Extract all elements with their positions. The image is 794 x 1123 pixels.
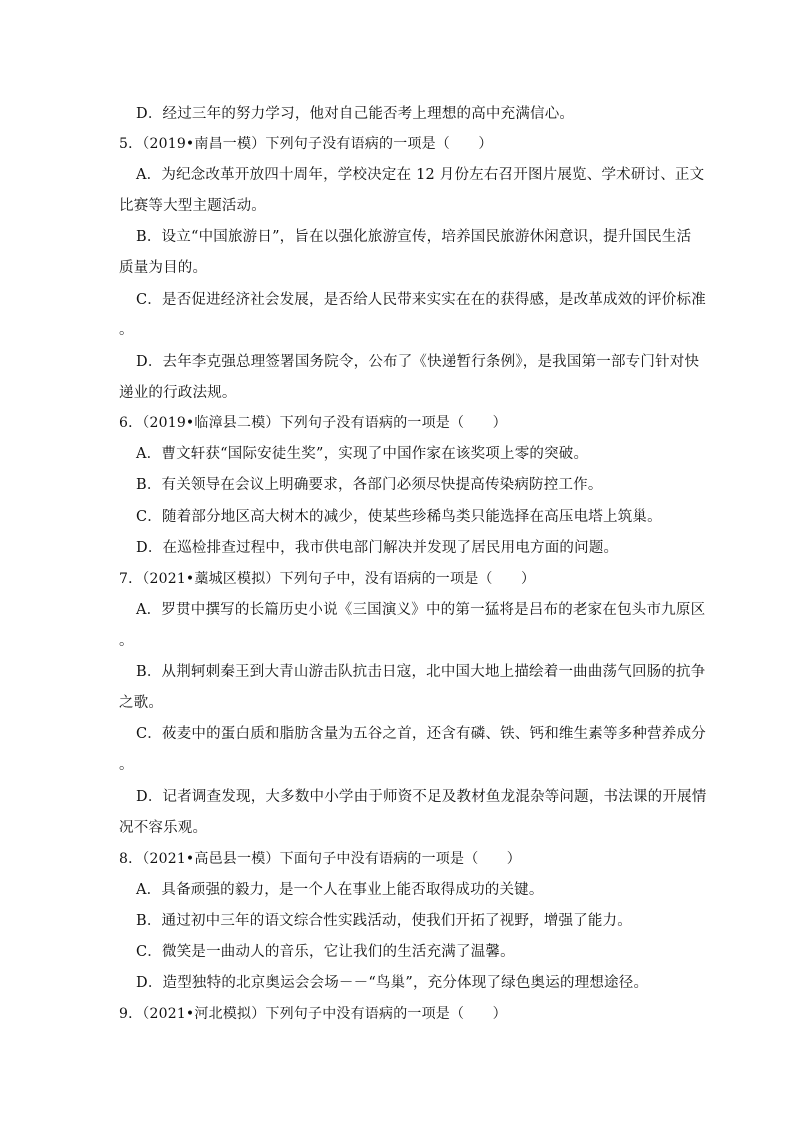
q5-option-c-cont: 。 bbox=[119, 322, 134, 338]
q7-option-c: C．莜麦中的蛋白质和脂肪含量为五谷之首，还含有磷、铁、钙和维生素等多种营养成分 bbox=[136, 726, 706, 742]
q7-heading: 7．（2021•藁城区模拟）下列句子中，没有语病的一项是（ ） bbox=[119, 571, 536, 587]
q7-option-b-cont: 之歌。 bbox=[119, 695, 164, 711]
q5-option-a-cont: 比赛等大型主题活动。 bbox=[119, 198, 266, 214]
q6-option-b: B．有关领导在会议上明确要求，各部门必须尽快提高传染病防控工作。 bbox=[136, 477, 603, 493]
q7-option-b: B．从荆轲刺秦王到大青山游击队抗击日寇，北中国大地上描绘着一曲曲荡气回肠的抗争 bbox=[136, 664, 706, 680]
q5-option-a: A．为纪念改革开放四十周年，学校决定在 12 月份左右召开图片展览、学术研讨、正文 bbox=[136, 167, 705, 183]
q5-option-d-cont: 递业的行政法规。 bbox=[119, 385, 237, 401]
q6-option-c: C．随着部分地区高大树木的减少，使某些珍稀鸟类只能选择在高压电塔上筑巢。 bbox=[136, 509, 662, 525]
q7-option-d-cont: 况不容乐观。 bbox=[119, 820, 208, 836]
q7-option-a-cont: 。 bbox=[119, 633, 134, 649]
q6-option-d: D．在巡检排查过程中，我市供电部门解决并发现了居民用电方面的问题。 bbox=[136, 540, 619, 556]
q6-option-a: A．曹文轩获“国际安徒生奖”，实现了中国作家在该奖项上零的突破。 bbox=[136, 446, 589, 462]
q7-option-d: D．记者调查发现，大多数中小学由于师资不足及教材鱼龙混杂等问题，书法课的开展情 bbox=[136, 789, 707, 805]
q8-option-a: A．具备顽强的毅力，是一个人在事业上能否取得成功的关键。 bbox=[136, 882, 544, 898]
q5-heading: 5．（2019•南昌一模）下列句子没有语病的一项是（ ） bbox=[119, 136, 493, 152]
q4-option-d: D．经过三年的努力学习，他对自己能否考上理想的高中充满信心。 bbox=[136, 106, 575, 122]
q8-option-d: D．造型独特的北京奥运会会场－－“鸟巢”，充分体现了绿色奥运的理想途径。 bbox=[136, 975, 649, 991]
q5-option-d: D．去年李克强总理签署国务院令，公布了《快递暂行条例》，是我国第一部专门针对快 bbox=[136, 354, 700, 370]
q5-option-c: C．是否促进经济社会发展，是否给人民带来实实在在的获得感，是改革成效的评价标准 bbox=[136, 292, 706, 308]
q6-heading: 6．（2019•临漳县二模）下列句子没有语病的一项是（ ） bbox=[119, 415, 507, 431]
q8-option-c: C．微笑是一曲动人的音乐，它让我们的生活充满了温馨。 bbox=[136, 944, 515, 960]
q5-option-b-cont: 质量为目的。 bbox=[119, 260, 208, 276]
q8-heading: 8．（2021•高邑县一模）下面句子中没有语病的一项是（ ） bbox=[119, 851, 521, 867]
q7-option-a: A．罗贯中撰写的长篇历史小说《三国演义》中的第一猛将是吕布的老家在包头市九原区 bbox=[136, 602, 706, 618]
q7-option-c-cont: 。 bbox=[119, 757, 134, 773]
q9-heading: 9．（2021•河北模拟）下列句子中没有语病的一项是（ ） bbox=[119, 1006, 507, 1022]
q8-option-b: B．通过初中三年的语文综合性实践活动，使我们开拓了视野，增强了能力。 bbox=[136, 913, 632, 929]
q5-option-b: B．设立“中国旅游日”，旨在以强化旅游宣传，培养国民旅游休闲意识，提升国民生活 bbox=[136, 229, 692, 245]
